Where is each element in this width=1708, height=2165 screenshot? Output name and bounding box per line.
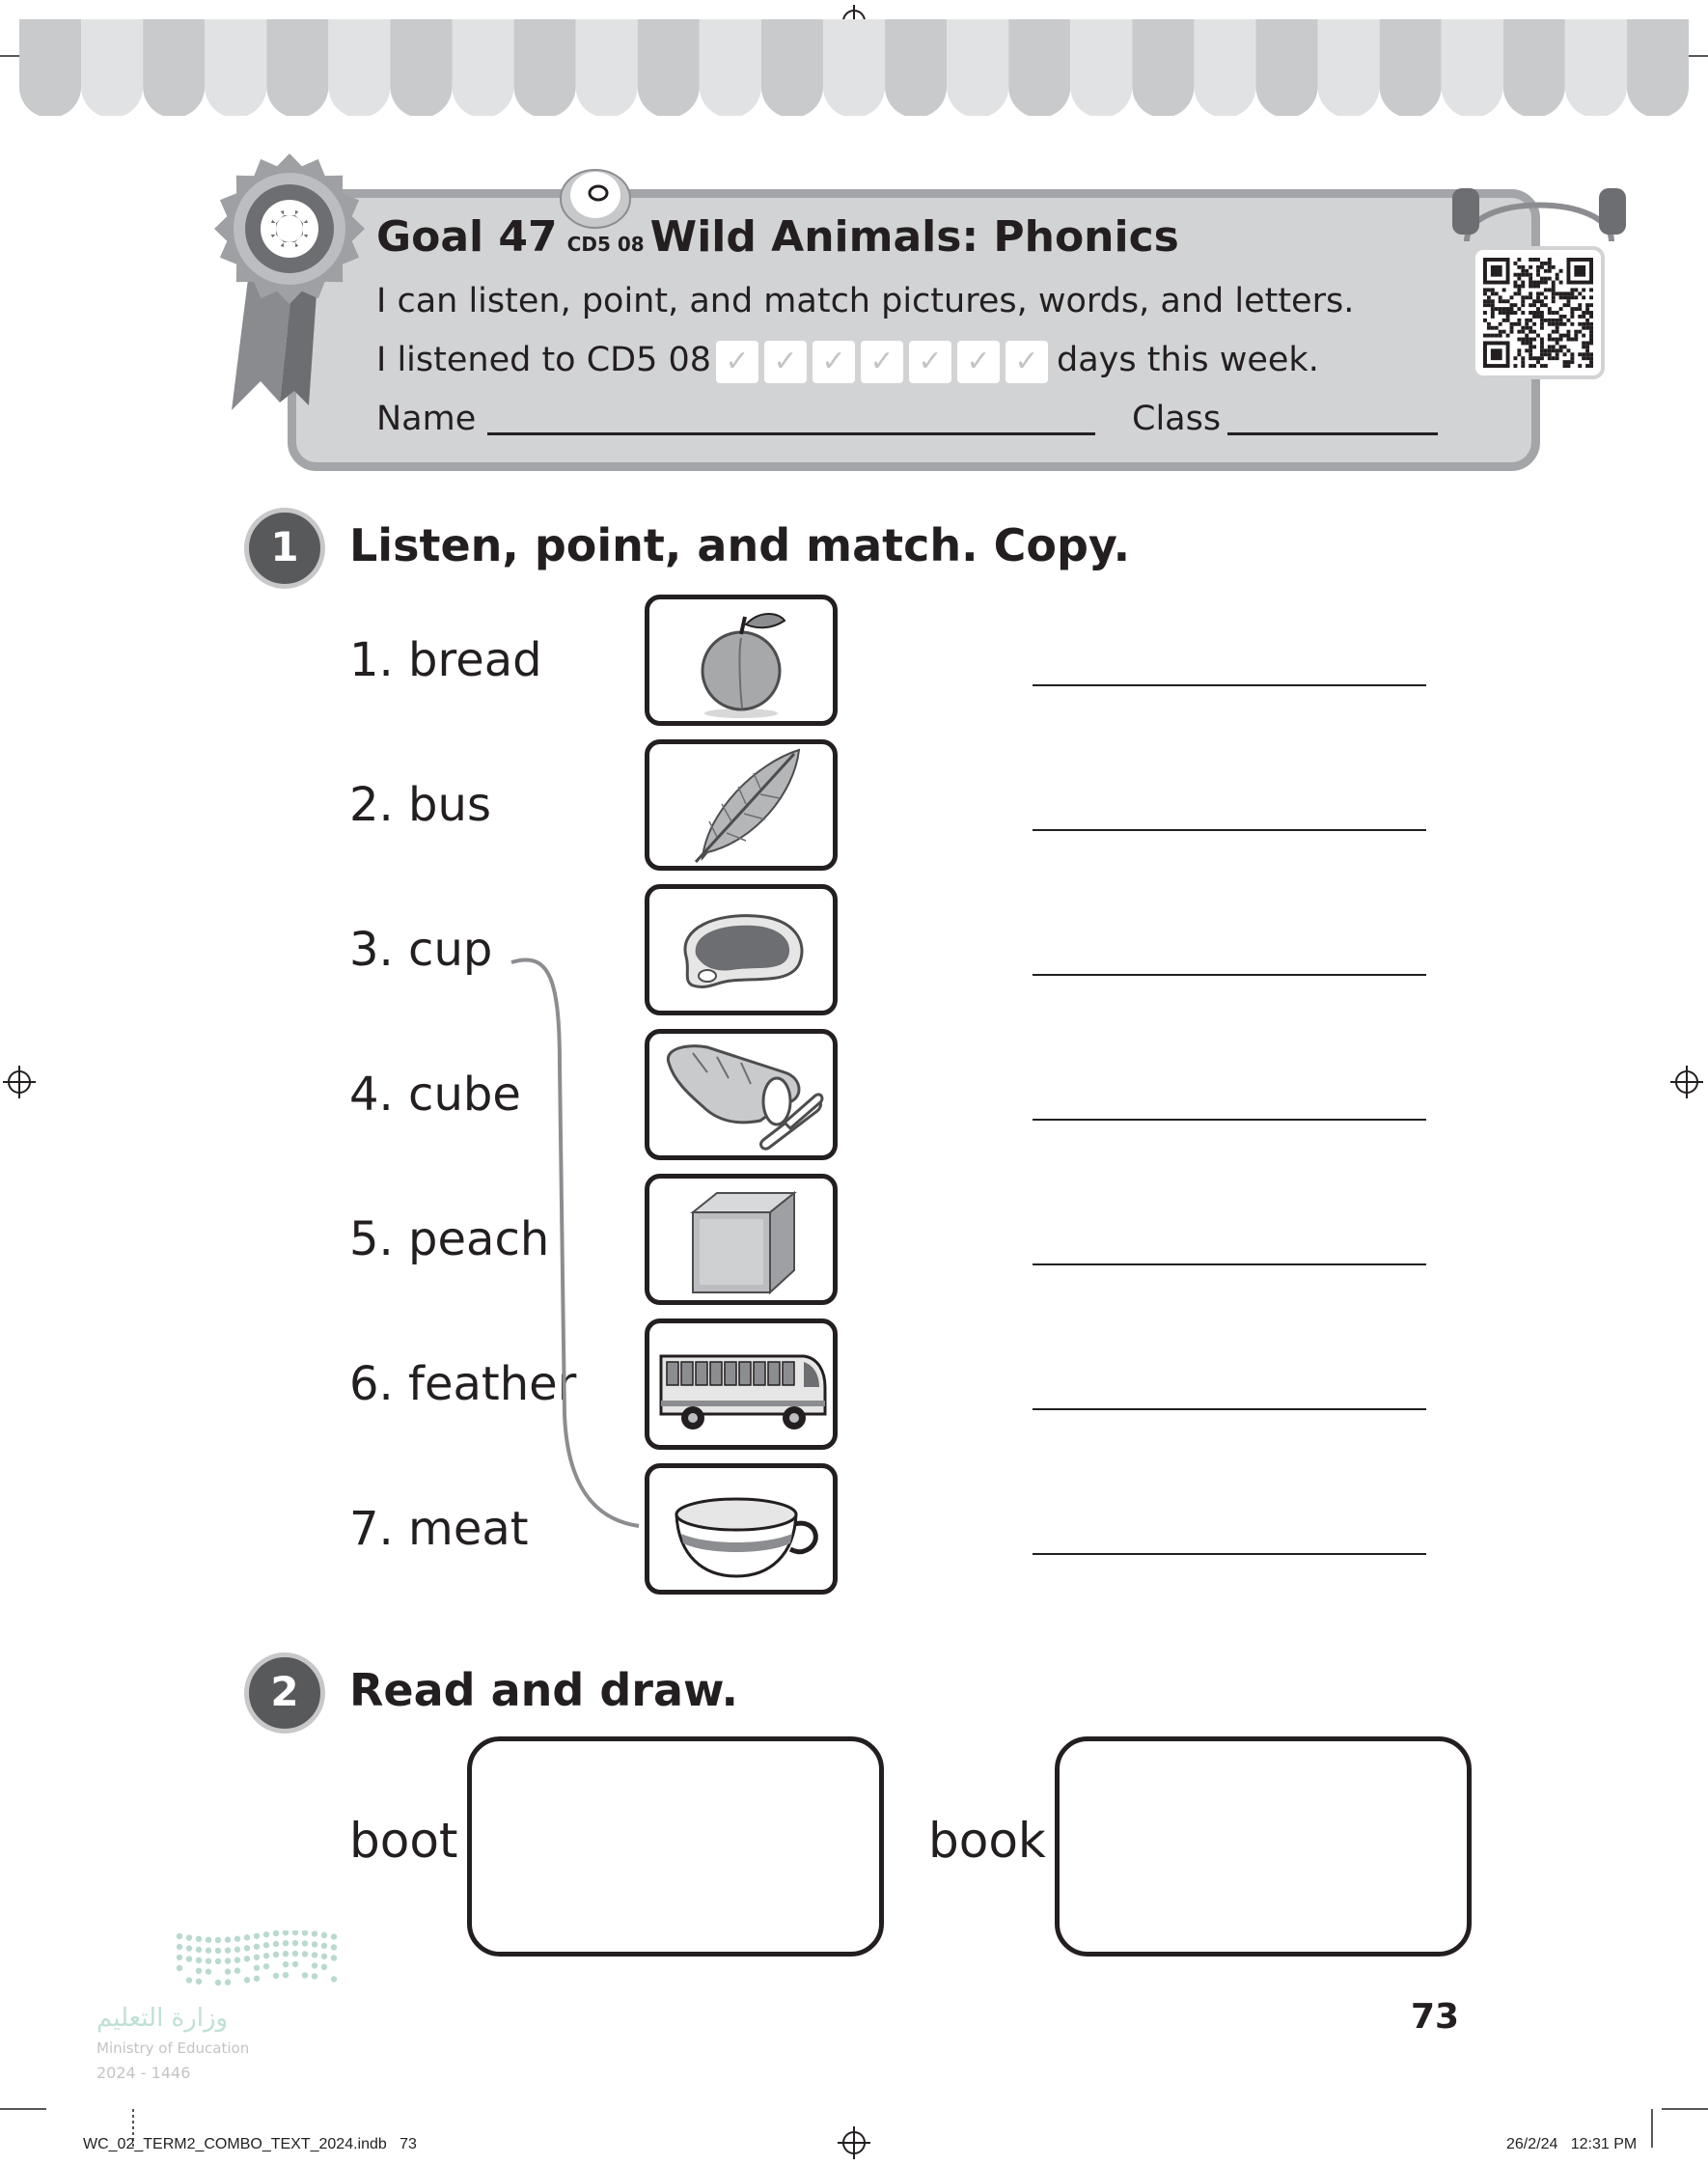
- logo-dot: [321, 1964, 327, 1970]
- logo-dot: [312, 1962, 317, 1968]
- logo-dot: [177, 1944, 182, 1950]
- goal-title: Wild Animals: Phonics: [649, 212, 1179, 262]
- awning-scallop: [638, 19, 700, 116]
- gear-tooth: [284, 202, 295, 215]
- item-word-4: 4. cube: [349, 1068, 521, 1122]
- logo-dot: [225, 1979, 231, 1985]
- gear-tooth: [284, 242, 295, 256]
- answer-line-7[interactable]: [1033, 1553, 1426, 1555]
- logo-dot: [331, 1955, 337, 1960]
- bus-window: [667, 1362, 678, 1385]
- logo-dot: [331, 1944, 337, 1950]
- print-footer-filename: WC_02_TERM2_COMBO_TEXT_2024.indb: [83, 2136, 387, 2152]
- print-footer-date-value: 26/2/24: [1506, 2136, 1558, 2152]
- logo-dot: [234, 1936, 240, 1942]
- awning-scallop: [700, 19, 761, 116]
- logo-dot: [312, 1973, 317, 1979]
- logo-dot: [283, 1972, 289, 1978]
- awning-scallop: [514, 19, 576, 116]
- logo-dot: [196, 1957, 202, 1963]
- awning-scallop: [1255, 19, 1317, 116]
- draw-box-boot[interactable]: [467, 1736, 884, 1957]
- awning-scallop: [1008, 19, 1070, 116]
- item-word-1: 1. bread: [349, 633, 542, 687]
- awning-scallop: [947, 19, 1008, 116]
- awning-scallop: [1318, 19, 1380, 116]
- picture-box-2[interactable]: [645, 739, 838, 871]
- awning-scallop: [143, 19, 205, 116]
- bus-window: [725, 1362, 736, 1385]
- logo-dot: [273, 1941, 279, 1947]
- bus-window: [754, 1362, 765, 1385]
- logo-dot: [177, 1955, 182, 1960]
- ministry-logo-english: Ministry of Education: [96, 2040, 250, 2057]
- ministry-logo-dots: [174, 1930, 347, 1990]
- listening-checkbox[interactable]: ✓: [861, 341, 903, 383]
- listening-checkbox[interactable]: ✓: [764, 341, 807, 383]
- logo-dot: [283, 1951, 289, 1957]
- name-field[interactable]: [487, 432, 1095, 435]
- item-word-6: 6. feather: [349, 1357, 577, 1411]
- listened-prefix: I listened to CD5 08: [376, 341, 712, 379]
- logo-dot: [186, 1934, 192, 1940]
- goal-title-line: [376, 212, 1179, 262]
- awning-scallop: [1194, 19, 1255, 116]
- logo-dot: [302, 1972, 308, 1978]
- logo-dot: [263, 1931, 269, 1937]
- logo-dot: [302, 1940, 308, 1946]
- logo-dot: [331, 1933, 337, 1939]
- awning-scallop: [205, 19, 266, 116]
- logo-dot: [292, 1951, 298, 1957]
- goal-objective: I can listen, point, and match pictures, words, and letters.: [376, 282, 1355, 320]
- awning-scallop: [81, 19, 143, 116]
- awning-scallop: [576, 19, 638, 116]
- logo-dot: [254, 1965, 260, 1971]
- item-word-2: 2. bus: [349, 778, 491, 832]
- section-1-badge: 1: [244, 508, 325, 589]
- listening-checkbox[interactable]: ✓: [957, 341, 1000, 383]
- logo-dot: [312, 1930, 317, 1936]
- listening-checkboxes: [716, 341, 1048, 383]
- logo-dot: [321, 1954, 327, 1959]
- logo-dot: [263, 1942, 269, 1948]
- logo-dot: [206, 1948, 211, 1954]
- logo-dot: [206, 1958, 211, 1964]
- awning-scallop: [1627, 19, 1689, 116]
- gear-tooth: [303, 223, 317, 235]
- logo-dot: [254, 1976, 260, 1982]
- logo-dot: [177, 1933, 182, 1939]
- logo-dot: [234, 1947, 240, 1953]
- bread-icon: [649, 1034, 833, 1155]
- logo-dot: [292, 1930, 298, 1935]
- logo-dot: [244, 1956, 250, 1961]
- logo-dot: [273, 1930, 279, 1936]
- awning-scallop: [1442, 19, 1503, 116]
- feather-icon: [649, 744, 833, 866]
- gear-tooth: [262, 223, 276, 235]
- section-1-title: Listen, point, and match. Copy.: [349, 519, 1131, 571]
- logo-dot: [225, 1936, 231, 1942]
- awning-scallop: [328, 19, 390, 116]
- logo-dot: [206, 1937, 211, 1943]
- logo-dot: [254, 1955, 260, 1960]
- logo-dot: [234, 1968, 240, 1974]
- awning-scallop: [19, 19, 81, 116]
- qr-code[interactable]: [1472, 246, 1605, 379]
- logo-dot: [312, 1941, 317, 1947]
- listening-checkbox[interactable]: ✓: [813, 341, 855, 383]
- logo-dot: [186, 1956, 192, 1961]
- logo-dot: [292, 1940, 298, 1946]
- answer-line-6[interactable]: [1033, 1408, 1426, 1410]
- awning-scallop: [1565, 19, 1627, 116]
- print-footer-file: [83, 2136, 417, 2153]
- answer-line-3[interactable]: [1033, 974, 1426, 976]
- picture-box-5[interactable]: [645, 1174, 838, 1305]
- logo-dot: [283, 1940, 289, 1946]
- awning-scallop: [390, 19, 452, 116]
- awning-scallop: [823, 19, 885, 116]
- awning-scallop: [885, 19, 947, 116]
- logo-dot: [234, 1957, 240, 1963]
- logo-dot: [321, 1943, 327, 1949]
- logo-dot: [273, 1973, 279, 1979]
- listening-checkbox[interactable]: ✓: [1006, 341, 1048, 383]
- registration-mark-left: [3, 1066, 36, 1098]
- listening-checkbox[interactable]: ✓: [909, 341, 951, 383]
- logo-dot: [283, 1930, 289, 1935]
- logo-dot: [292, 1961, 298, 1967]
- qr-code-pattern: [1483, 258, 1593, 368]
- logo-dot: [283, 1961, 289, 1967]
- logo-dot: [331, 1976, 337, 1982]
- awning-scallop: [453, 19, 514, 116]
- registration-mark-bottom: [838, 2126, 870, 2159]
- logo-dot: [215, 1937, 221, 1943]
- logo-dot: [254, 1944, 260, 1950]
- print-footer-date: [1506, 2136, 1637, 2153]
- awning-decoration: [19, 19, 1689, 116]
- answer-line-4[interactable]: [1033, 1119, 1426, 1121]
- logo-dot: [244, 1934, 250, 1940]
- cup-icon: [649, 1468, 833, 1590]
- logo-dot: [215, 1948, 221, 1954]
- cube-icon: [649, 1179, 833, 1300]
- awning-scallop: [1503, 19, 1565, 116]
- awning-scallop: [1070, 19, 1132, 116]
- bus-window: [710, 1362, 722, 1385]
- goal-label: Goal 47: [376, 212, 558, 262]
- logo-dot: [186, 1945, 192, 1951]
- logo-dot: [206, 1969, 211, 1975]
- logo-dot: [263, 1963, 269, 1969]
- logo-dot: [312, 1952, 317, 1957]
- logo-dot: [225, 1947, 231, 1953]
- cd-track-label: CD5 08: [566, 233, 645, 256]
- bus-window: [739, 1362, 751, 1385]
- meat-icon: [649, 889, 833, 1011]
- bus-icon: [649, 1323, 833, 1445]
- draw-box-book[interactable]: [1055, 1736, 1472, 1957]
- awning-scallop: [1132, 19, 1194, 116]
- awning-scallop: [1380, 19, 1442, 116]
- goal-ribbon-badge: [203, 150, 376, 415]
- logo-dot: [196, 1936, 202, 1942]
- section-2-badge: 2: [244, 1652, 325, 1734]
- logo-dot: [177, 1965, 182, 1971]
- logo-dot: [302, 1951, 308, 1957]
- bus-window: [783, 1362, 794, 1385]
- draw-word-book: book: [928, 1813, 1046, 1869]
- logo-dot: [196, 1947, 202, 1953]
- logo-dot: [244, 1945, 250, 1951]
- logo-dot: [263, 1953, 269, 1958]
- page-number: 73: [1411, 1997, 1460, 2037]
- picture-box-6[interactable]: [645, 1318, 838, 1450]
- example-match-line: [502, 951, 647, 1530]
- logo-dot: [302, 1930, 308, 1936]
- draw-word-boot: boot: [349, 1813, 458, 1869]
- logo-dot: [196, 1979, 202, 1985]
- class-label: Class: [1132, 400, 1222, 438]
- answer-line-5[interactable]: [1033, 1263, 1426, 1265]
- print-footer-time: 12:31 PM: [1570, 2136, 1638, 2152]
- peach-icon: [649, 599, 833, 721]
- print-footer-page: 73: [399, 2136, 417, 2152]
- logo-dot: [321, 1932, 327, 1938]
- registration-mark-right: [1670, 1066, 1703, 1098]
- bus-window: [696, 1362, 707, 1385]
- logo-dot: [215, 1980, 221, 1985]
- awning-scallop: [761, 19, 823, 116]
- name-label: Name: [376, 400, 477, 438]
- logo-dot: [215, 1958, 221, 1964]
- ministry-logo-arabic: وزارة التعليم: [96, 2004, 229, 2033]
- logo-dot: [225, 1968, 231, 1974]
- section-2-title: Read and draw.: [349, 1664, 739, 1716]
- answer-line-1[interactable]: [1033, 684, 1426, 686]
- listened-suffix: days this week.: [1057, 341, 1319, 379]
- awning-scallop: [266, 19, 328, 116]
- item-word-7: 7. meat: [349, 1502, 529, 1556]
- class-field[interactable]: [1227, 432, 1438, 435]
- answer-line-2[interactable]: [1033, 829, 1426, 831]
- picture-box-4[interactable]: [645, 1029, 838, 1160]
- item-word-3: 3. cup: [349, 923, 493, 977]
- logo-dot: [273, 1952, 279, 1957]
- logo-dot: [244, 1977, 250, 1983]
- ministry-logo-year: 2024 - 1446: [96, 2064, 191, 2082]
- listening-checkbox[interactable]: ✓: [716, 341, 758, 383]
- item-word-5: 5. peach: [349, 1212, 550, 1266]
- logo-dot: [186, 1977, 192, 1983]
- picture-box-1[interactable]: [645, 595, 838, 726]
- bus-window: [681, 1362, 693, 1385]
- picture-box-7[interactable]: [645, 1463, 838, 1595]
- picture-box-3[interactable]: [645, 884, 838, 1015]
- bus-window: [768, 1362, 780, 1385]
- logo-dot: [225, 1957, 231, 1963]
- logo-dot: [196, 1968, 202, 1974]
- logo-dot: [254, 1933, 260, 1939]
